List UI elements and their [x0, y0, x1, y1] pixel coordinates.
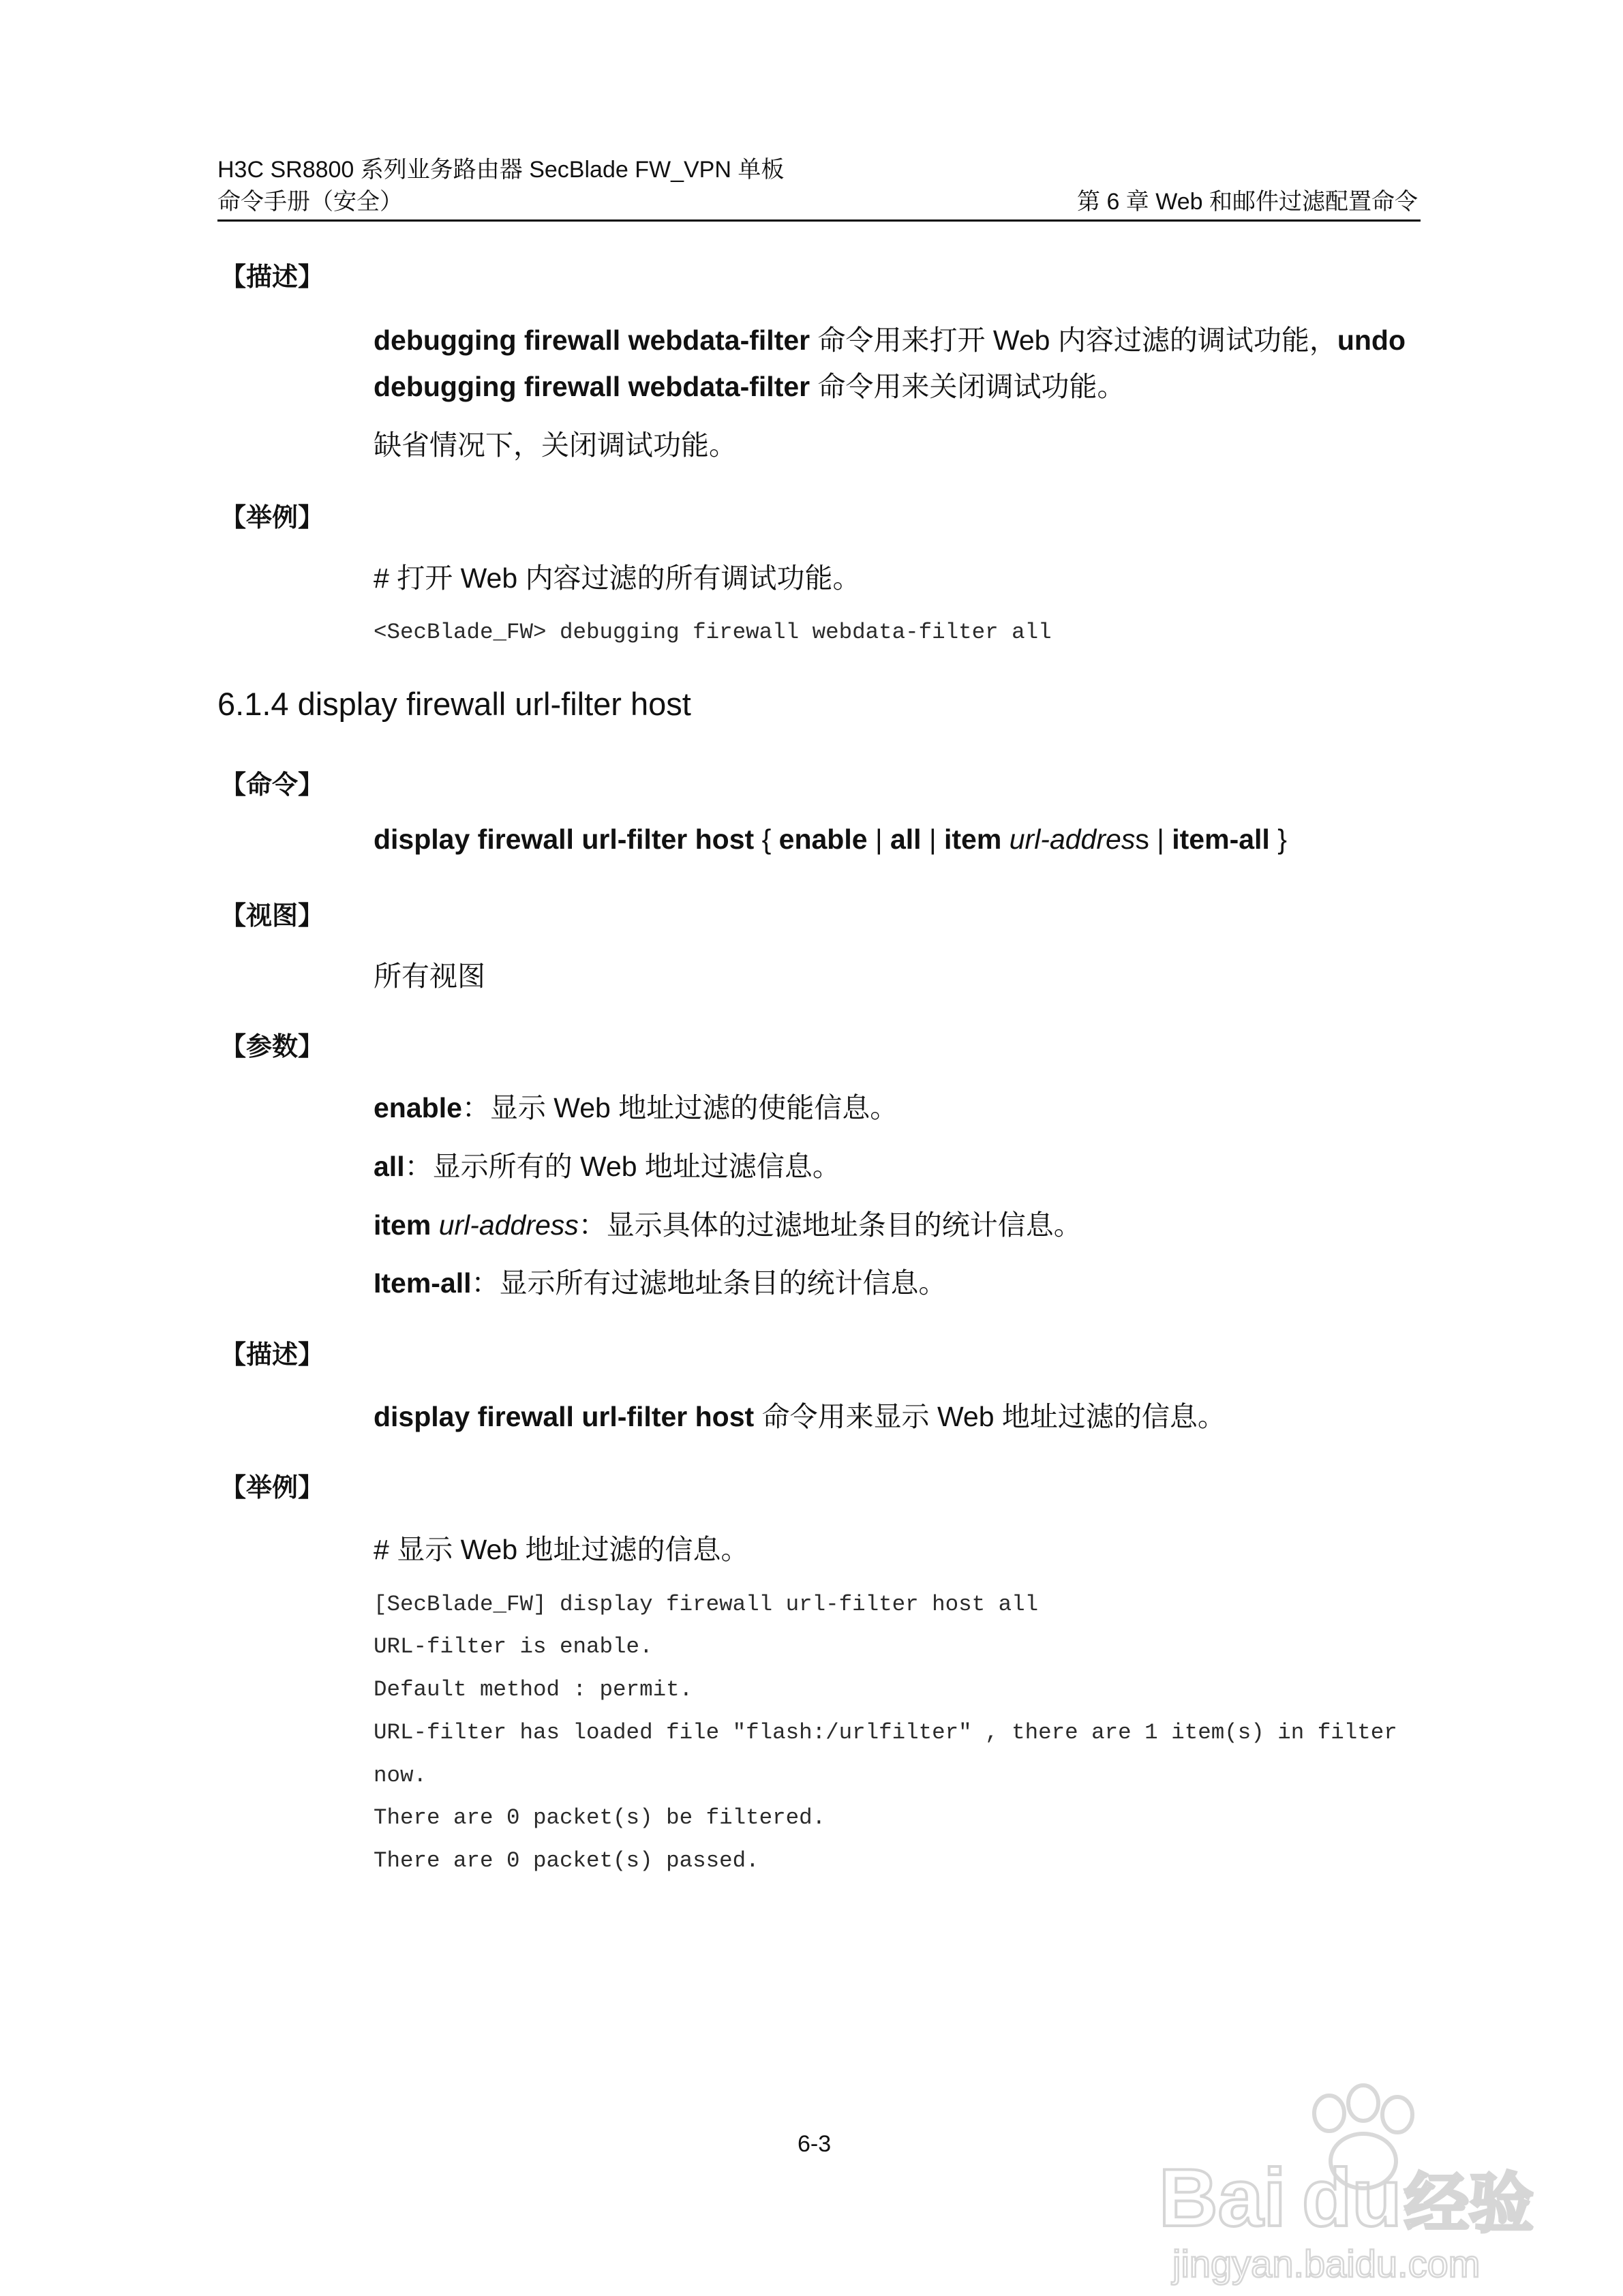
command-keyword: item: [944, 824, 1002, 855]
parameter-item: [374, 1260, 947, 1301]
section-heading-example: 【举例】: [220, 504, 324, 532]
syntax-space: [1001, 824, 1009, 855]
parameter-description: ：显示具体的过滤地址条目的统计信息。: [578, 1209, 1082, 1241]
code-line: now.: [374, 1763, 427, 1788]
svg-text:Bai: Bai: [1159, 2152, 1286, 2244]
code-line: <SecBlade_FW> debugging firewall webdata-filter all: [374, 620, 1052, 645]
code-line: URL-filter is enable.: [374, 1634, 653, 1659]
code-line: URL-filter has loaded file "flash:/urlfilter" , there are 1 item(s) in filter: [374, 1720, 1397, 1745]
parameter-item: [374, 1203, 1082, 1243]
parameter-description: ：显示所有过滤地址条目的统计信息。: [471, 1267, 947, 1299]
command-keyword: display firewall url-filter host: [374, 824, 755, 855]
parameter-description: ：显示所有的 Web 地址过滤信息。: [404, 1151, 840, 1182]
section-heading-description: 【描述】: [220, 263, 324, 292]
command-keyword: enable: [778, 824, 868, 855]
svg-text:经验: 经验: [1404, 2166, 1534, 2241]
section-heading-parameters: 【参数】: [220, 1033, 324, 1061]
paw-icon: [1159, 2066, 1541, 2291]
description-paragraph: [374, 1394, 1226, 1434]
description-text: 命令用来显示 Web 地址过滤的信息。: [754, 1401, 1226, 1432]
command-syntax: [374, 824, 1287, 856]
view-text: 所有视图: [374, 961, 485, 992]
header-rule: [217, 220, 1421, 222]
parameter-description: ：显示 Web 地址过滤的使能信息。: [461, 1092, 898, 1123]
section-heading-command: 【命令】: [220, 771, 324, 800]
svg-text:du: du: [1302, 2152, 1402, 2244]
parameter-key: enable: [374, 1092, 462, 1123]
example-intro: # 显示 Web 地址过滤的信息。: [374, 1534, 749, 1565]
parameter-argument: url-address: [431, 1209, 579, 1241]
code-line: [SecBlade_FW] display firewall url-filter host all: [374, 1592, 1039, 1617]
syntax-separator: |: [867, 824, 890, 855]
section-heading-example: 【举例】: [220, 1474, 324, 1502]
page-number: 6-3: [798, 2131, 832, 2157]
command-name: debugging firewall webdata-filter: [374, 371, 810, 402]
command-keyword: item-all: [1172, 824, 1270, 855]
example-intro: # 打开 Web 内容过滤的所有调试功能。: [374, 562, 861, 594]
baidu-jingyan-watermark: [1159, 2066, 1541, 2291]
parameter-key: item: [374, 1209, 431, 1241]
description-text: 命令用来关闭调试功能。: [810, 371, 1125, 402]
header-title-line2: 命令手册（安全）: [217, 189, 403, 215]
section-heading-description: 【描述】: [220, 1341, 324, 1370]
parameter-key: Item-all: [374, 1267, 472, 1299]
parameter-item: [374, 1144, 840, 1184]
code-line: There are 0 packet(s) be filtered.: [374, 1805, 826, 1830]
code-line: Default method : permit.: [374, 1677, 693, 1702]
command-name: display firewall url-filter host: [374, 1401, 755, 1432]
syntax-brace: }: [1269, 824, 1287, 855]
svg-text:jingyan.baidu.com: jingyan.baidu.com: [1172, 2242, 1481, 2285]
description-paragraph-line2: [374, 364, 1125, 404]
header-title-line1: H3C SR8800 系列业务路由器 SecBlade FW_VPN 单板: [217, 157, 785, 183]
parameter-key: all: [374, 1151, 405, 1182]
description-paragraph-line1: [374, 318, 1406, 358]
syntax-brace: {: [754, 824, 779, 855]
syntax-separator: |: [921, 824, 945, 855]
default-note: 缺省情况下，关闭调试功能。: [374, 429, 737, 461]
description-text: 命令用来打开 Web 内容过滤的调试功能，: [810, 324, 1337, 356]
header-chapter: 第 6 章 Web 和邮件过滤配置命令: [1077, 189, 1418, 215]
code-line: There are 0 packet(s) passed.: [374, 1848, 759, 1873]
section-title: 6.1.4 display firewall url-filter host: [217, 686, 691, 722]
syntax-separator: s |: [1135, 824, 1172, 855]
command-name: debugging firewall webdata-filter: [374, 324, 810, 356]
undo-keyword: undo: [1337, 324, 1406, 356]
command-keyword: all: [890, 824, 922, 855]
parameter-item: [374, 1085, 898, 1126]
command-argument: url-addres: [1009, 824, 1136, 855]
section-heading-view: 【视图】: [220, 902, 324, 931]
